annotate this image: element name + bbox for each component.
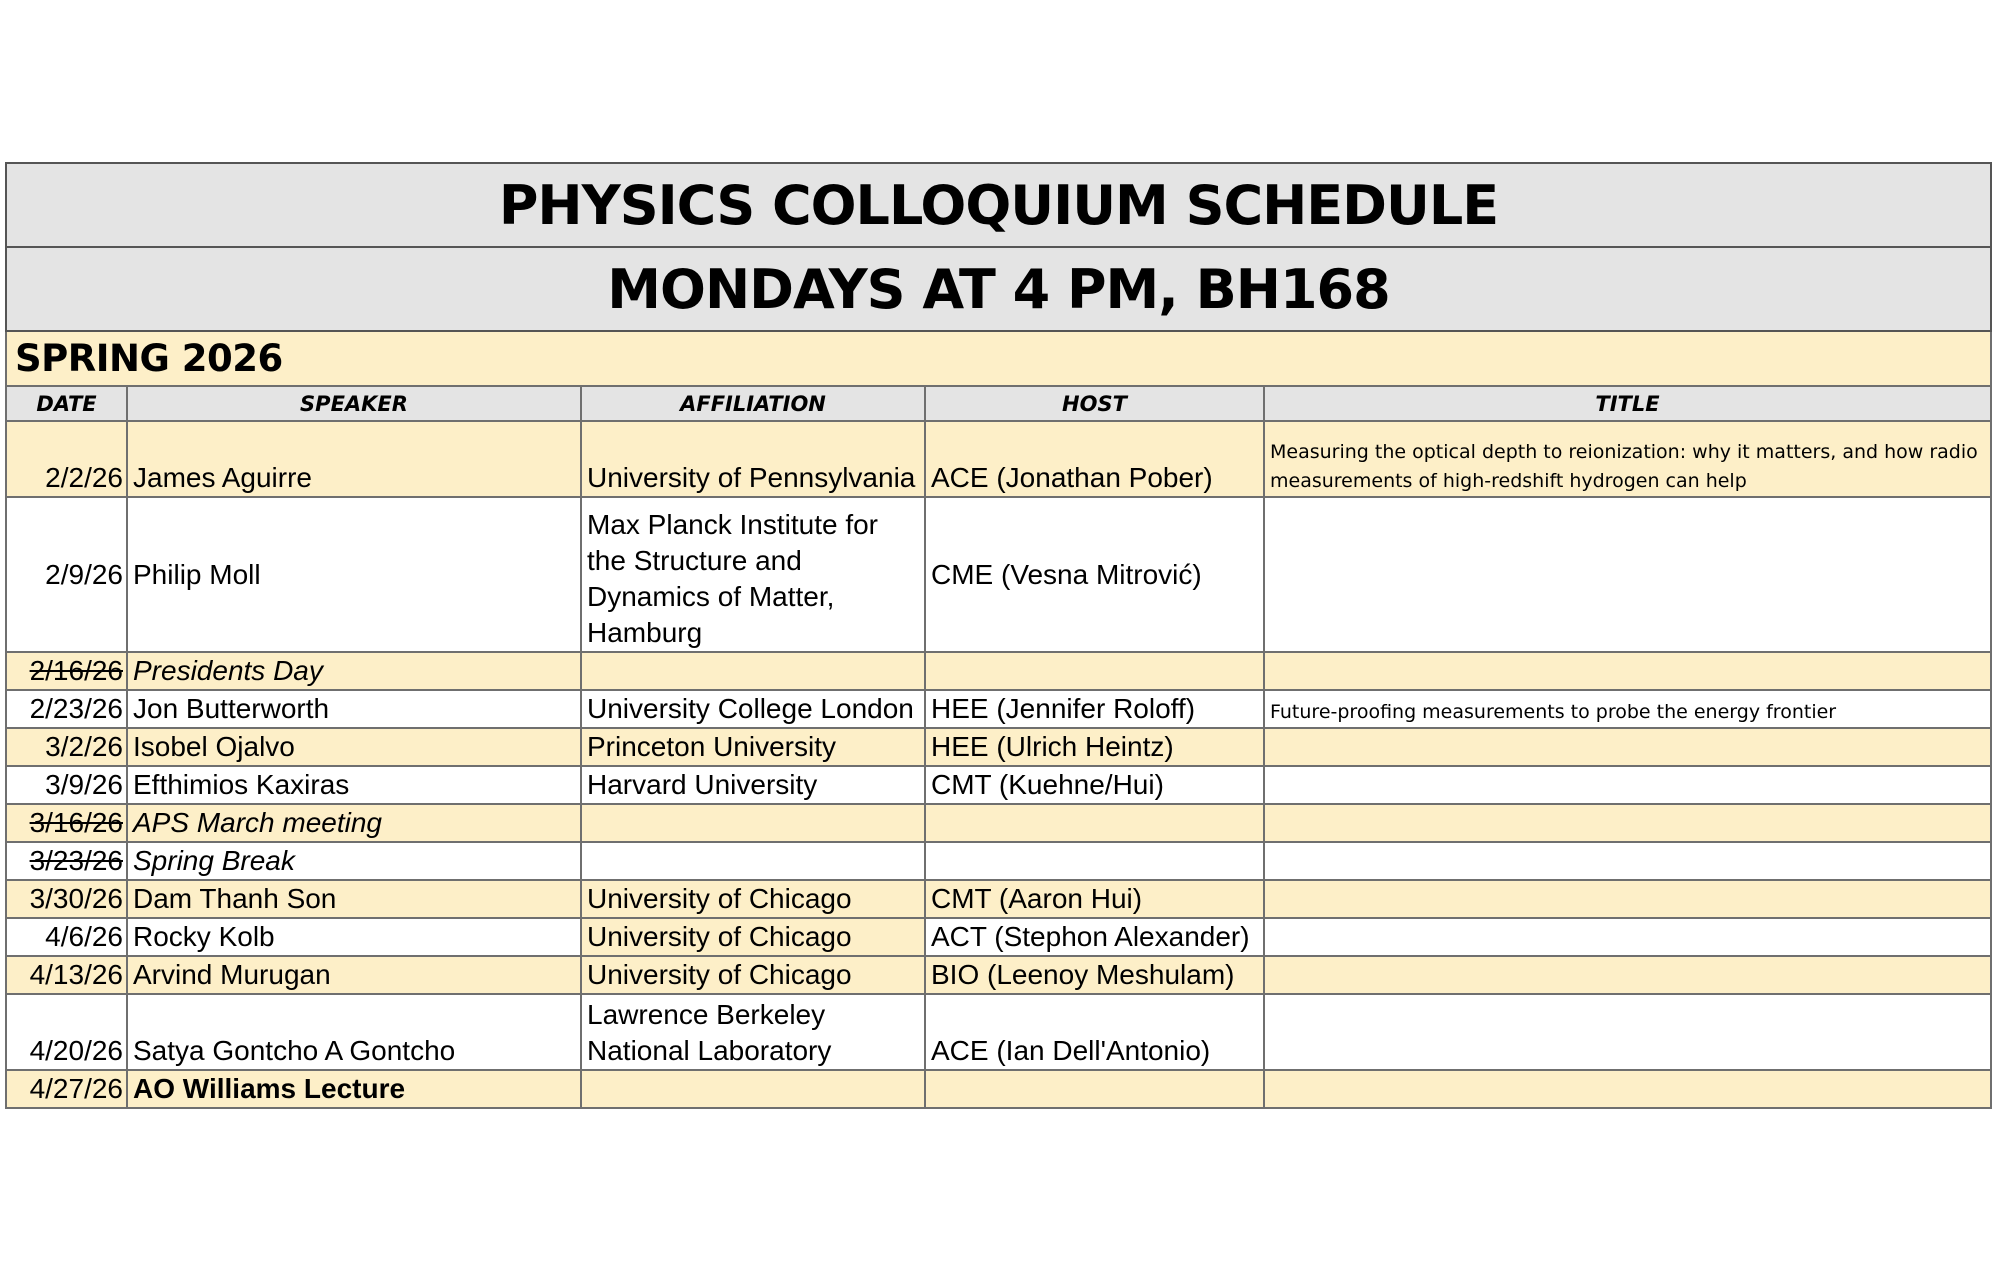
title-cell[interactable]	[1264, 1070, 1991, 1108]
host-cell[interactable]: BIO (Leenoy Meshulam)	[925, 956, 1264, 994]
subtitle-row	[6, 247, 1991, 331]
title-cell[interactable]	[1264, 842, 1991, 880]
table-row	[6, 652, 1991, 690]
date-cell[interactable]: 3/2/26	[6, 728, 127, 766]
table-row	[6, 918, 1991, 956]
date-cell[interactable]: 2/2/26	[6, 421, 127, 497]
table-row	[6, 766, 1991, 804]
host-cell[interactable]: ACE (Ian Dell'Antonio)	[925, 994, 1264, 1070]
title-cell[interactable]	[1264, 994, 1991, 1070]
host-cell[interactable]: HEE (Jennifer Roloff)	[925, 690, 1264, 728]
date-cell[interactable]: 2/23/26	[6, 690, 127, 728]
title-cell[interactable]	[1264, 918, 1991, 956]
table-row	[6, 690, 1991, 728]
affiliation-cell[interactable]	[581, 1070, 925, 1108]
column-header-title[interactable]: TITLE	[1264, 386, 1991, 421]
page-subtitle[interactable]: MONDAYS AT 4 PM, BH168	[6, 247, 1991, 331]
host-cell[interactable]: HEE (Ulrich Heintz)	[925, 728, 1264, 766]
speaker-cell[interactable]: Arvind Murugan	[127, 956, 581, 994]
host-cell[interactable]: CME (Vesna Mitrović)	[925, 497, 1264, 652]
affiliation-cell[interactable]: University of Chicago	[581, 918, 925, 956]
column-header-host[interactable]: HOST	[925, 386, 1264, 421]
speaker-cell[interactable]: Efthimios Kaxiras	[127, 766, 581, 804]
title-cell[interactable]	[1264, 497, 1991, 652]
title-cell[interactable]	[1264, 728, 1991, 766]
table-row	[6, 1070, 1991, 1108]
host-cell[interactable]: ACE (Jonathan Pober)	[925, 421, 1264, 497]
speaker-cell[interactable]: AO Williams Lecture	[127, 1070, 581, 1108]
affiliation-cell[interactable]	[581, 842, 925, 880]
host-cell[interactable]	[925, 804, 1264, 842]
affiliation-cell[interactable]: University of Chicago	[581, 956, 925, 994]
title-cell[interactable]	[1264, 766, 1991, 804]
host-cell[interactable]	[925, 1070, 1264, 1108]
date-cell[interactable]: 4/6/26	[6, 918, 127, 956]
host-cell[interactable]: ACT (Stephon Alexander)	[925, 918, 1264, 956]
date-cell[interactable]: 2/9/26	[6, 497, 127, 652]
table-row	[6, 842, 1991, 880]
affiliation-cell[interactable]: University of Chicago	[581, 880, 925, 918]
host-cell[interactable]	[925, 652, 1264, 690]
affiliation-cell[interactable]	[581, 652, 925, 690]
table-row	[6, 956, 1991, 994]
term-label[interactable]: SPRING 2026	[6, 331, 1991, 386]
date-cell[interactable]: 4/13/26	[6, 956, 127, 994]
date-cell[interactable]: 4/20/26	[6, 994, 127, 1070]
title-cell[interactable]	[1264, 652, 1991, 690]
title-cell[interactable]	[1264, 804, 1991, 842]
speaker-cell[interactable]: Isobel Ojalvo	[127, 728, 581, 766]
table-row	[6, 497, 1991, 652]
affiliation-cell[interactable]: Harvard University	[581, 766, 925, 804]
date-cell[interactable]: 3/23/26	[6, 842, 127, 880]
affiliation-cell[interactable]	[581, 804, 925, 842]
host-cell[interactable]: CMT (Kuehne/Hui)	[925, 766, 1264, 804]
date-cell[interactable]: 3/30/26	[6, 880, 127, 918]
speaker-cell[interactable]: Satya Gontcho A Gontcho	[127, 994, 581, 1070]
speaker-cell[interactable]: Rocky Kolb	[127, 918, 581, 956]
column-header-speaker[interactable]: SPEAKER	[127, 386, 581, 421]
speaker-cell[interactable]: Spring Break	[127, 842, 581, 880]
title-cell[interactable]	[1264, 956, 1991, 994]
speaker-cell[interactable]: Philip Moll	[127, 497, 581, 652]
table-row	[6, 728, 1991, 766]
column-header-date[interactable]: DATE	[6, 386, 127, 421]
column-header-affiliation[interactable]: AFFILIATION	[581, 386, 925, 421]
schedule-table	[5, 162, 1992, 1109]
date-cell[interactable]: 3/9/26	[6, 766, 127, 804]
speaker-cell[interactable]: Dam Thanh Son	[127, 880, 581, 918]
date-cell[interactable]: 2/16/26	[6, 652, 127, 690]
table-row	[6, 804, 1991, 842]
affiliation-cell[interactable]: Lawrence Berkeley National Laboratory	[581, 994, 925, 1070]
table-row	[6, 880, 1991, 918]
table-row	[6, 421, 1991, 497]
title-cell[interactable]: Future-proofing measurements to probe the energy frontier	[1264, 690, 1991, 728]
speaker-cell[interactable]: James Aguirre	[127, 421, 581, 497]
speaker-cell[interactable]: Presidents Day	[127, 652, 581, 690]
title-cell[interactable]: Measuring the optical depth to reionization: why it matters, and how radio measurements of high-redshift hydrogen can help	[1264, 421, 1991, 497]
affiliation-cell[interactable]: University College London	[581, 690, 925, 728]
term-row	[6, 331, 1991, 386]
table-row	[6, 994, 1991, 1070]
affiliation-cell[interactable]: Max Planck Institute for the Structure and Dynamics of Matter, Hamburg	[581, 497, 925, 652]
title-cell[interactable]	[1264, 880, 1991, 918]
host-cell[interactable]	[925, 842, 1264, 880]
speaker-cell[interactable]: Jon Butterworth	[127, 690, 581, 728]
affiliation-cell[interactable]: University of Pennsylvania	[581, 421, 925, 497]
page-title[interactable]: PHYSICS COLLOQUIUM SCHEDULE	[6, 163, 1991, 247]
affiliation-cell[interactable]: Princeton University	[581, 728, 925, 766]
date-cell[interactable]: 3/16/26	[6, 804, 127, 842]
speaker-cell[interactable]: APS March meeting	[127, 804, 581, 842]
title-row	[6, 163, 1991, 247]
host-cell[interactable]: CMT (Aaron Hui)	[925, 880, 1264, 918]
column-header-row	[6, 386, 1991, 421]
date-cell[interactable]: 4/27/26	[6, 1070, 127, 1108]
